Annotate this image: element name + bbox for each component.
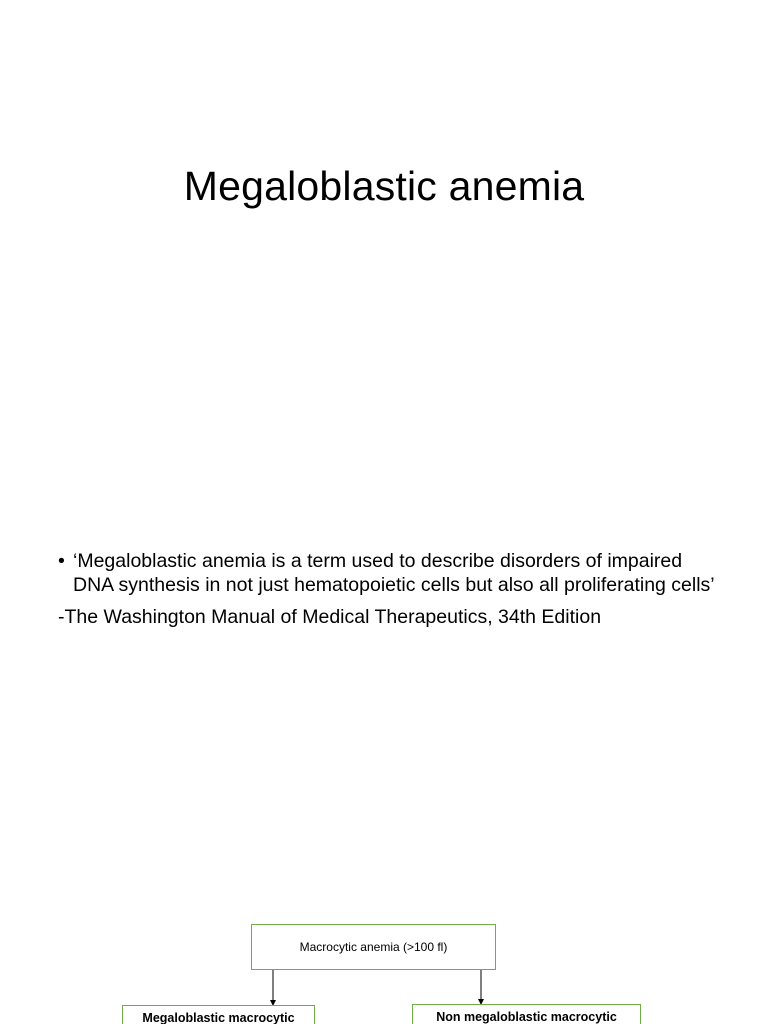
definition-bullet xyxy=(58,549,718,597)
flowchart-root-node: Macrocytic anemia (>100 fl) xyxy=(251,924,496,970)
definition-citation: -The Washington Manual of Medical Therapeutics, 34th Edition xyxy=(58,606,602,628)
flowchart-right-node: Non megaloblastic macrocytic xyxy=(412,1004,641,1024)
bullet-icon: • xyxy=(58,550,65,572)
definition-block xyxy=(58,549,718,629)
flowchart-left-node: Megaloblastic macrocytic xyxy=(122,1005,315,1024)
slide-title: Megaloblastic anemia xyxy=(183,163,585,209)
definition-quote: ‘Megaloblastic anemia is a term used to describe disorders of impaired DNA synthesis in not just hematopoietic cells but also all proliferating cells’ xyxy=(73,550,715,596)
